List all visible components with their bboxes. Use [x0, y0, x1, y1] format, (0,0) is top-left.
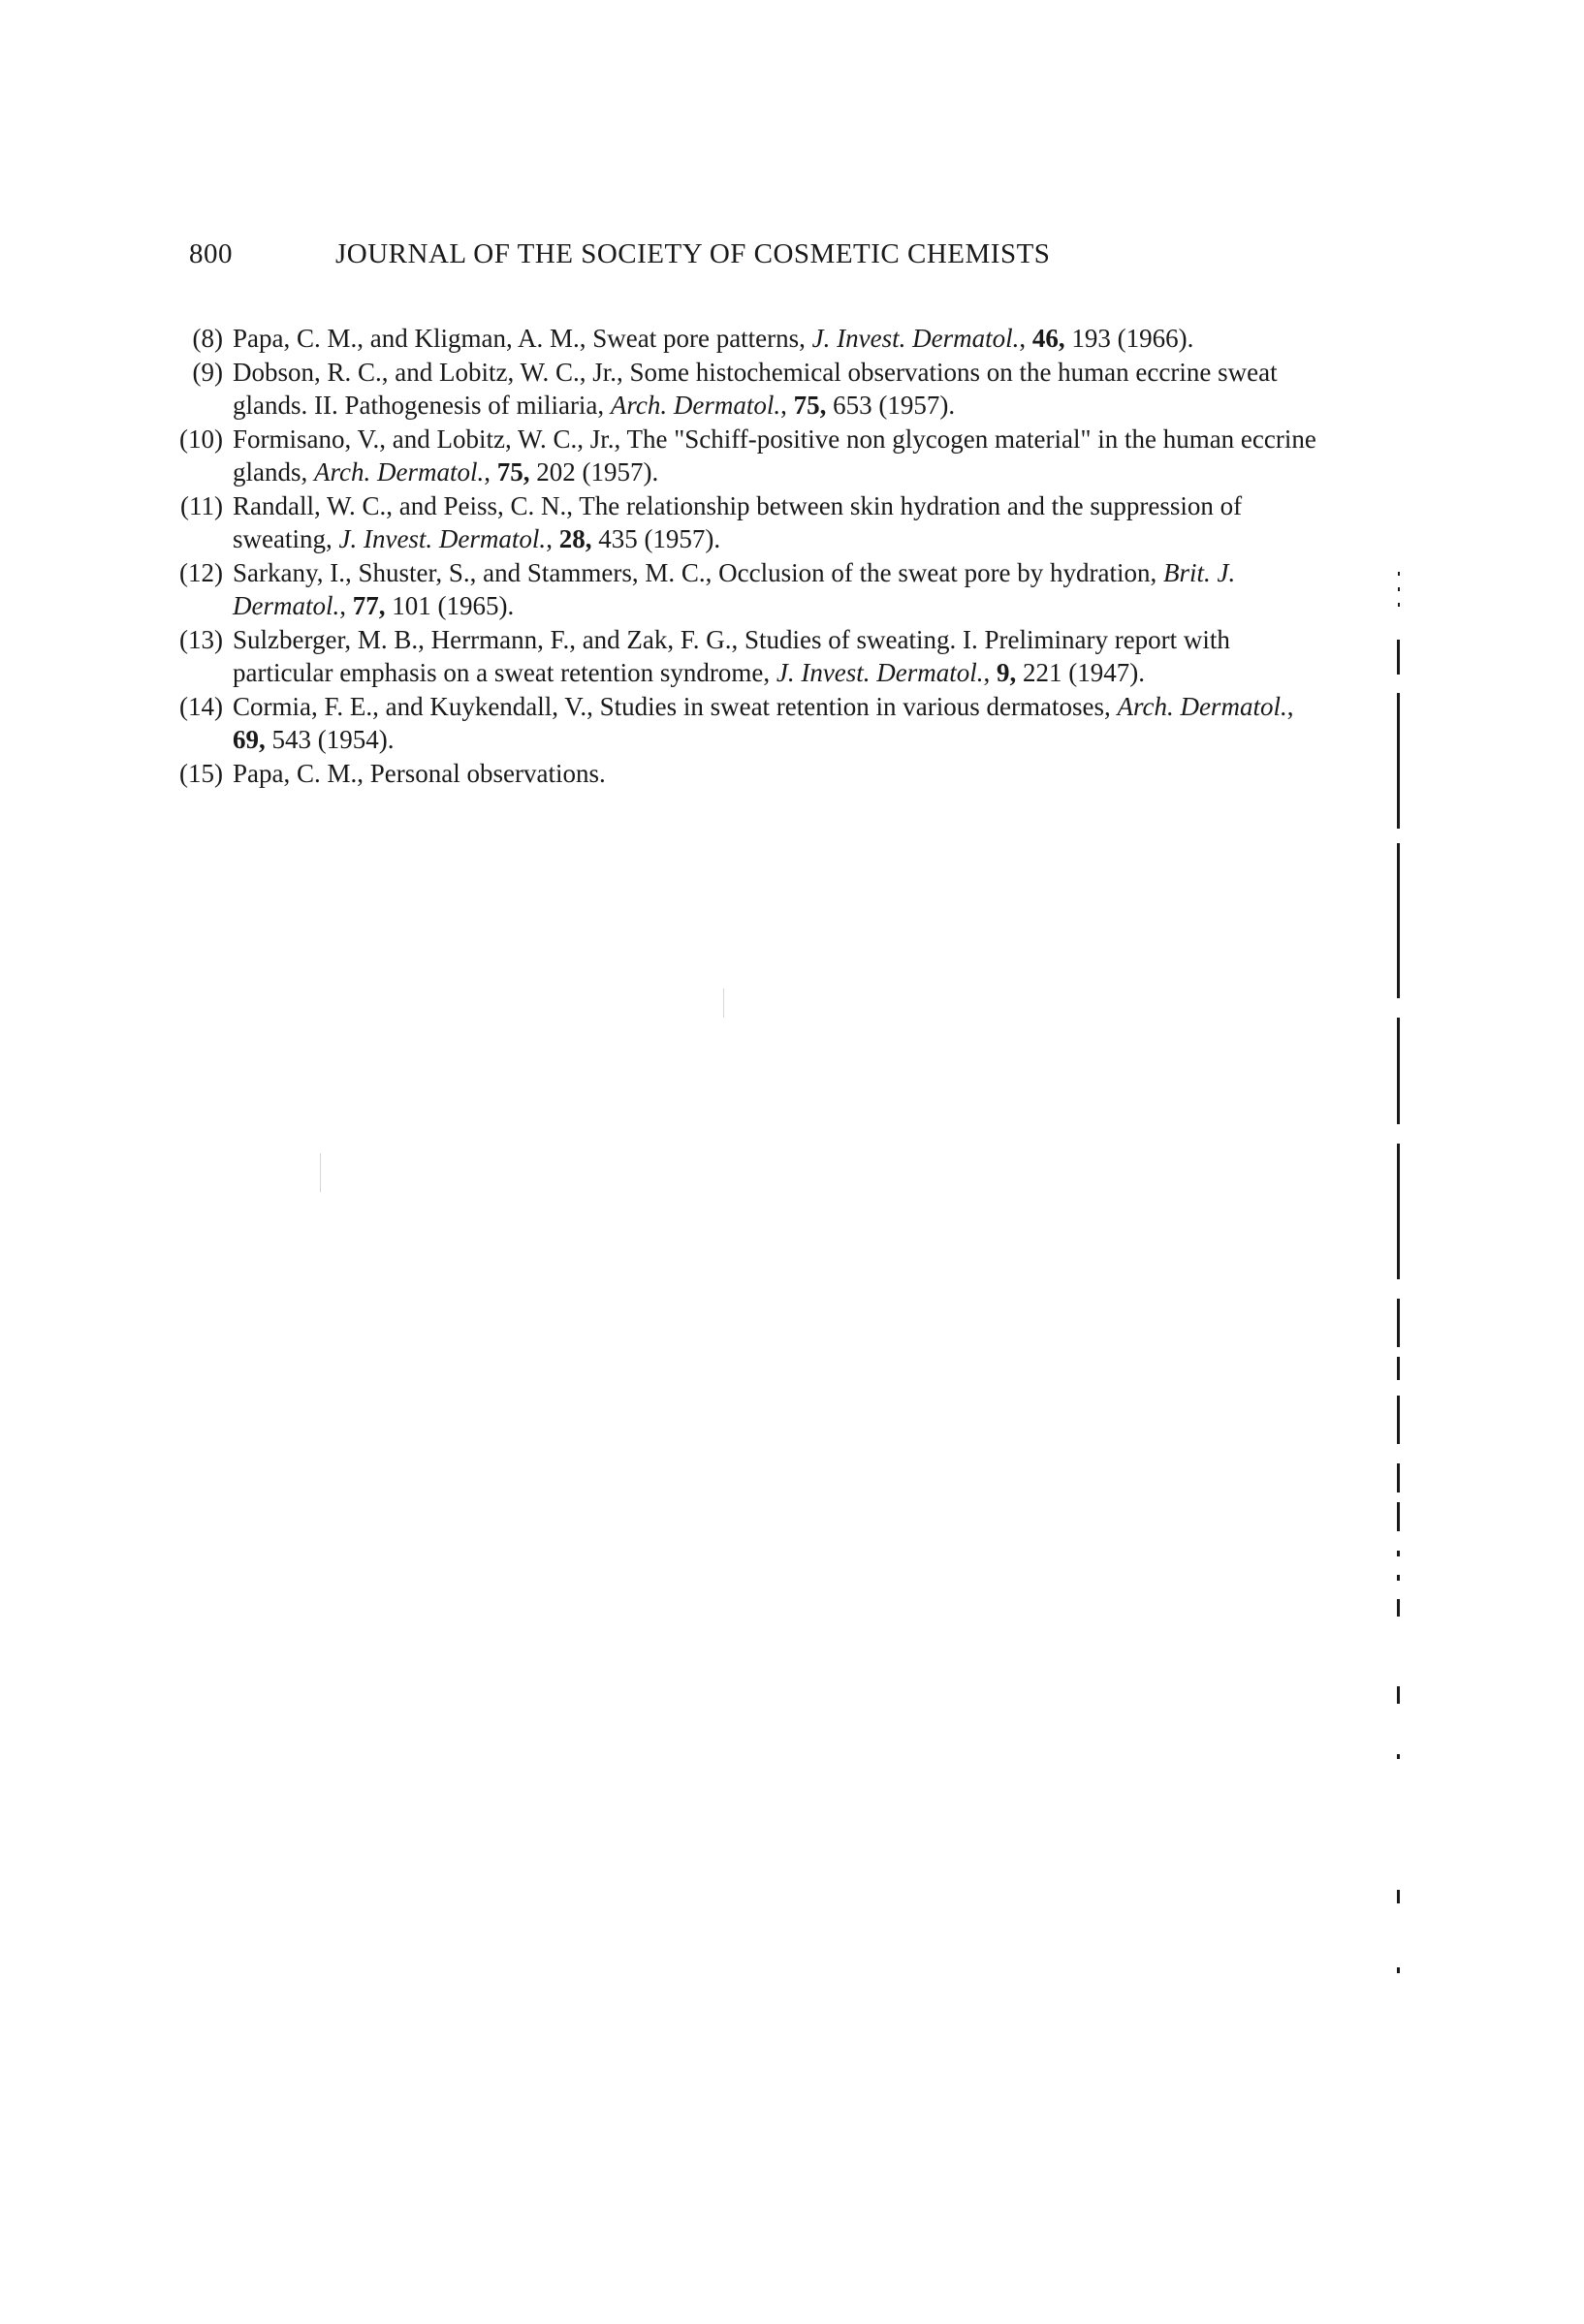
volume-number: 28,	[558, 524, 592, 553]
reference-item	[173, 356, 1316, 423]
citation-text: Cormia, F. E., and Kuykendall, V., Studies in sweat retention in various dermatoses,	[233, 691, 1118, 721]
citation-text: 653 (1957).	[826, 391, 956, 420]
reference-number: (11)	[180, 490, 223, 520]
volume-number: 75,	[496, 457, 530, 487]
citation-text: 202 (1957).	[529, 457, 659, 487]
reference-item	[173, 690, 1316, 757]
citation-text: 101 (1965).	[385, 591, 515, 620]
volume-number: 75,	[793, 391, 827, 420]
reference-number: (12)	[179, 557, 223, 587]
reference-item	[173, 322, 1316, 356]
reference-list	[173, 322, 1316, 790]
citation-text: ,	[1286, 691, 1294, 721]
volume-number: 69,	[233, 725, 266, 754]
citation-text: Papa, C. M., Personal observations.	[233, 758, 606, 788]
page-number: 800	[189, 238, 233, 269]
reference-number: (14)	[179, 691, 223, 721]
reference-number: (10)	[179, 424, 223, 454]
reference-item	[173, 556, 1316, 623]
reference-text	[233, 423, 1316, 489]
reference-item	[173, 623, 1316, 690]
citation-text: 543 (1954).	[265, 725, 395, 754]
volume-number: 77,	[352, 591, 386, 620]
journal-name: Arch. Dermatol.	[1117, 691, 1287, 721]
journal-name: J. Invest. Dermatol.	[811, 324, 1020, 353]
citation-text: ,	[1019, 324, 1032, 353]
citation-text: ,	[339, 591, 353, 620]
scan-artifact-strip	[1396, 0, 1415, 2324]
reference-number: (15)	[179, 758, 223, 788]
citation-text: Sarkany, I., Shuster, S., and Stammers, M. C., Occlusion of the sweat pore by hydration,	[233, 557, 1164, 587]
citation-text: ,	[780, 391, 794, 420]
reference-item	[173, 489, 1316, 556]
running-title: JOURNAL OF THE SOCIETY OF COSMETIC CHEMISTS	[335, 238, 1051, 269]
page-header	[189, 238, 1158, 277]
citation-text: 435 (1957).	[591, 524, 721, 553]
reference-text	[233, 356, 1316, 423]
journal-name: J. Invest. Dermatol.	[338, 524, 547, 553]
reference-text	[233, 623, 1316, 690]
reference-number: (8)	[192, 324, 223, 353]
citation-text: Randall, W. C., and Peiss, C. N., The relationship between skin hydration and the suppression of sweating,	[233, 490, 1243, 553]
volume-number: 9,	[997, 658, 1017, 687]
reference-text	[233, 690, 1316, 757]
citation-text: Papa, C. M., and Kligman, A. M., Sweat pore patterns,	[233, 324, 812, 353]
volume-number: 46,	[1031, 324, 1065, 353]
journal-name: J. Invest. Dermatol.	[776, 658, 984, 687]
citation-text: 221 (1947).	[1016, 658, 1146, 687]
citation-text: Dobson, R. C., and Lobitz, W. C., Jr., Some histochemical observations on the human eccrine sweat glands. II. Pathogenesis of miliaria,	[233, 357, 1278, 420]
journal-name: Brit. J. Dermatol.	[233, 557, 1236, 620]
journal-name: Arch. Dermatol.	[314, 457, 485, 487]
citation-text: Formisano, V., and Lobitz, W. C., Jr., The "Schiff-positive non glycogen material" in the human eccrine glands,	[233, 424, 1316, 487]
scan-smudge	[723, 989, 724, 1018]
citation-text: ,	[983, 658, 998, 687]
reference-number: (13)	[179, 624, 223, 654]
reference-text	[233, 489, 1316, 556]
citation-text: ,	[546, 524, 559, 553]
reference-text	[233, 322, 1316, 356]
reference-text	[233, 556, 1316, 623]
reference-number: (9)	[192, 357, 223, 387]
reference-text	[233, 757, 1316, 791]
journal-name: Arch. Dermatol.	[610, 391, 781, 420]
reference-item	[173, 423, 1316, 489]
scan-smudge	[320, 1153, 321, 1192]
citation-text: ,	[484, 457, 497, 487]
citation-text: Sulzberger, M. B., Herrmann, F., and Zak, F. G., Studies of sweating. I. Preliminary report with particular emphasis on a sweat retention syndrome,	[233, 624, 1230, 687]
reference-item	[173, 757, 1316, 791]
citation-text: 193 (1966).	[1064, 324, 1194, 353]
